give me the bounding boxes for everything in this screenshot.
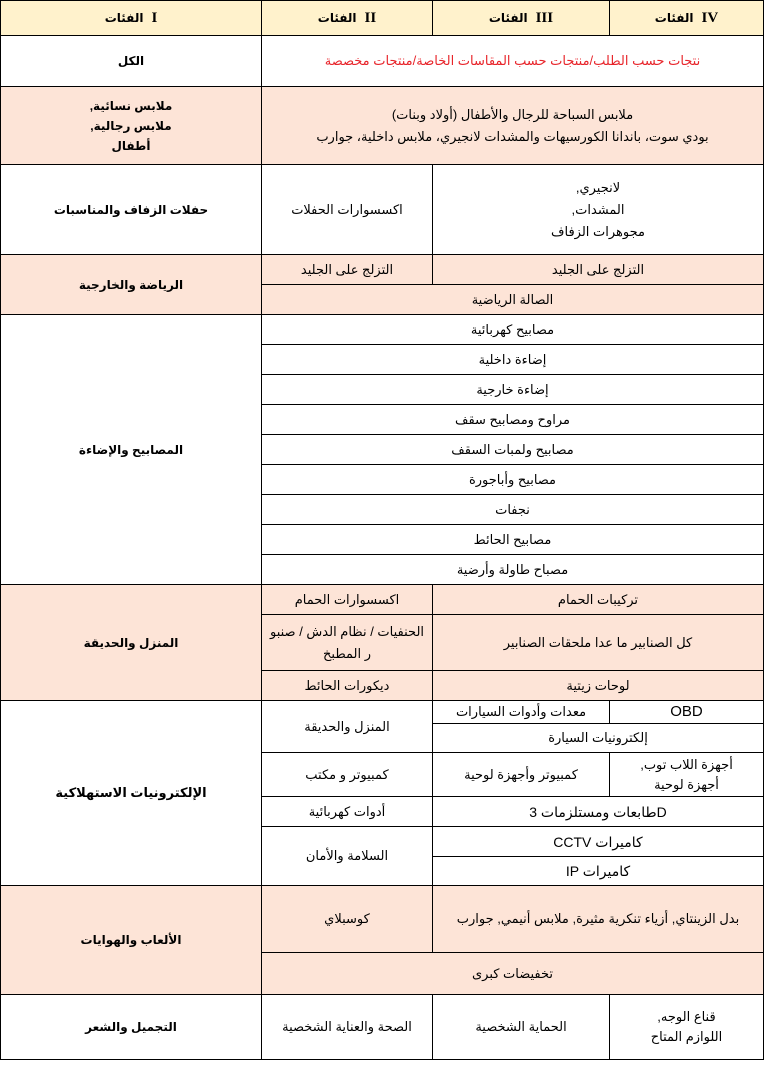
beauty-col4-line: ,قناع الوجه bbox=[657, 1009, 716, 1024]
category-sports: الرياضة والخارجية bbox=[1, 255, 262, 315]
header-col-2 bbox=[262, 1, 433, 36]
all-description: نتجات حسب الطلب/منتجات حسب المقاسات الخاصة/منتجات مخصصة bbox=[262, 36, 764, 87]
apparel-desc-line: ملابس السباحة للرجال والأطفال (أولاد وبنات) bbox=[391, 106, 634, 122]
games-col2: كوسبلاي bbox=[262, 886, 433, 953]
category-home: المنزل والحديقة bbox=[1, 585, 262, 701]
category-lighting: المصابيح والإضاءة bbox=[1, 315, 262, 585]
electronics-cctv: CCTV كاميرات bbox=[433, 827, 764, 857]
wedding-line: ,لانجيري bbox=[575, 179, 621, 195]
header-col-1-num: I bbox=[151, 10, 158, 26]
header-col-4-label: الفئات bbox=[654, 11, 694, 25]
header-col-2-num: II bbox=[364, 10, 377, 26]
lighting-item: مصابيح وأباجورة bbox=[262, 465, 764, 495]
wedding-col2: اكسسوارات الحفلات bbox=[262, 165, 433, 255]
apparel-description bbox=[262, 87, 764, 165]
beauty-col3: الحماية الشخصية bbox=[433, 995, 610, 1060]
home-r2-col34: كل الصنابير ما عدا ملحقات الصنابير bbox=[433, 615, 764, 671]
electronics-security-col2: السلامة والأمان bbox=[262, 827, 433, 886]
apparel-line: أطفال bbox=[111, 138, 151, 153]
home-r3-col34: لوحات زيتية bbox=[433, 671, 764, 701]
category-games: الألعاب والهوايات bbox=[1, 886, 262, 995]
lighting-item: إضاءة خارجية bbox=[262, 375, 764, 405]
header-col-3-num: III bbox=[535, 10, 554, 26]
row-electronics bbox=[1, 701, 764, 724]
header-row bbox=[1, 1, 764, 36]
row-sports bbox=[1, 255, 764, 285]
row-wedding bbox=[1, 165, 764, 255]
apparel-line: ,ملابس نسائية bbox=[89, 98, 173, 113]
header-col-3-label: الفئات bbox=[488, 11, 528, 25]
row-all bbox=[1, 36, 764, 87]
electronics-computer-col2: كمبيوتر و مكتب bbox=[262, 753, 433, 797]
header-col-3 bbox=[433, 1, 610, 36]
electronics-auto-col4: OBD bbox=[610, 701, 764, 724]
electronics-auto-col3: معدات وأدوات السيارات bbox=[433, 701, 610, 724]
lighting-item: مصباح طاولة وأرضية bbox=[262, 555, 764, 585]
category-beauty: التجميل والشعر bbox=[1, 995, 262, 1060]
games-sub: تخفيضات كبرى bbox=[262, 953, 764, 995]
apparel-desc-line: بودي سوت، باندانا الكورسيهات والمشدات لانجيري، ملابس داخلية، جوارب bbox=[316, 128, 709, 144]
category-apparel bbox=[1, 87, 262, 165]
lighting-item: إضاءة داخلية bbox=[262, 345, 764, 375]
wedding-line: مجوهرات الزفاف bbox=[551, 223, 645, 239]
row-home bbox=[1, 585, 764, 615]
home-r1-col2: اكسسوارات الحمام bbox=[262, 585, 433, 615]
row-games bbox=[1, 886, 764, 953]
computer-col4-line: ,أجهزة اللاب توب bbox=[640, 756, 733, 772]
lighting-item: مصابيح ولمبات السقف bbox=[262, 435, 764, 465]
header-col-4 bbox=[610, 1, 764, 36]
sports-sub: الصالة الرياضية bbox=[262, 285, 764, 315]
category-wedding: حفلات الزفاف والمناسبات bbox=[1, 165, 262, 255]
beauty-col4 bbox=[610, 995, 764, 1060]
lighting-item: مصابيح كهربائية bbox=[262, 315, 764, 345]
row-lighting bbox=[1, 315, 764, 345]
home-r3-col2: ديكورات الحائط bbox=[262, 671, 433, 701]
sports-col34: التزلج على الجليد bbox=[433, 255, 764, 285]
home-r2-col2: الحنفيات / نظام الدش / صنبو ر المطبخ bbox=[262, 615, 433, 671]
beauty-col2: الصحة والعناية الشخصية bbox=[262, 995, 433, 1060]
electronics-tools-col34: طابعات ومستلزمات 3D bbox=[433, 797, 764, 827]
games-col34: بدل الزينتاي, أزياء تنكرية مثيرة, ملابس أنيمي, جوارب bbox=[433, 886, 764, 953]
electronics-ip: IP كاميرات bbox=[433, 857, 764, 886]
header-col-1 bbox=[1, 1, 262, 36]
lighting-item: مراوح ومصابيح سقف bbox=[262, 405, 764, 435]
wedding-col34 bbox=[433, 165, 764, 255]
header-col-2-label: الفئات bbox=[317, 11, 357, 25]
lighting-item: نجفات bbox=[262, 495, 764, 525]
electronics-auto-col2: المنزل والحديقة bbox=[262, 701, 433, 753]
electronics-auto-sub: إلكترونيات السيارة bbox=[433, 724, 764, 753]
category-all: الكل bbox=[1, 36, 262, 87]
header-col-4-num: IV bbox=[701, 10, 719, 26]
sports-col2: التزلج على الجليد bbox=[262, 255, 433, 285]
electronics-computer-col4 bbox=[610, 753, 764, 797]
row-beauty bbox=[1, 995, 764, 1060]
electronics-computer-col3: كمبيوتر وأجهزة لوحية bbox=[433, 753, 610, 797]
home-r1-col34: تركيبات الحمام bbox=[433, 585, 764, 615]
row-apparel bbox=[1, 87, 764, 165]
beauty-col4-line: اللوازم المتاح bbox=[650, 1029, 723, 1044]
header-col-1-label: الفئات bbox=[104, 11, 144, 25]
wedding-line: ,المشدات bbox=[571, 201, 625, 217]
lighting-item: مصابيح الحائط bbox=[262, 525, 764, 555]
computer-col4-line: أجهزة لوحية bbox=[654, 776, 719, 792]
electronics-tools-col2: أدوات كهربائية bbox=[262, 797, 433, 827]
apparel-line: ,ملابس رجالية bbox=[90, 118, 172, 133]
category-electronics: الإلكترونيات الاستهلاكية bbox=[1, 701, 262, 886]
